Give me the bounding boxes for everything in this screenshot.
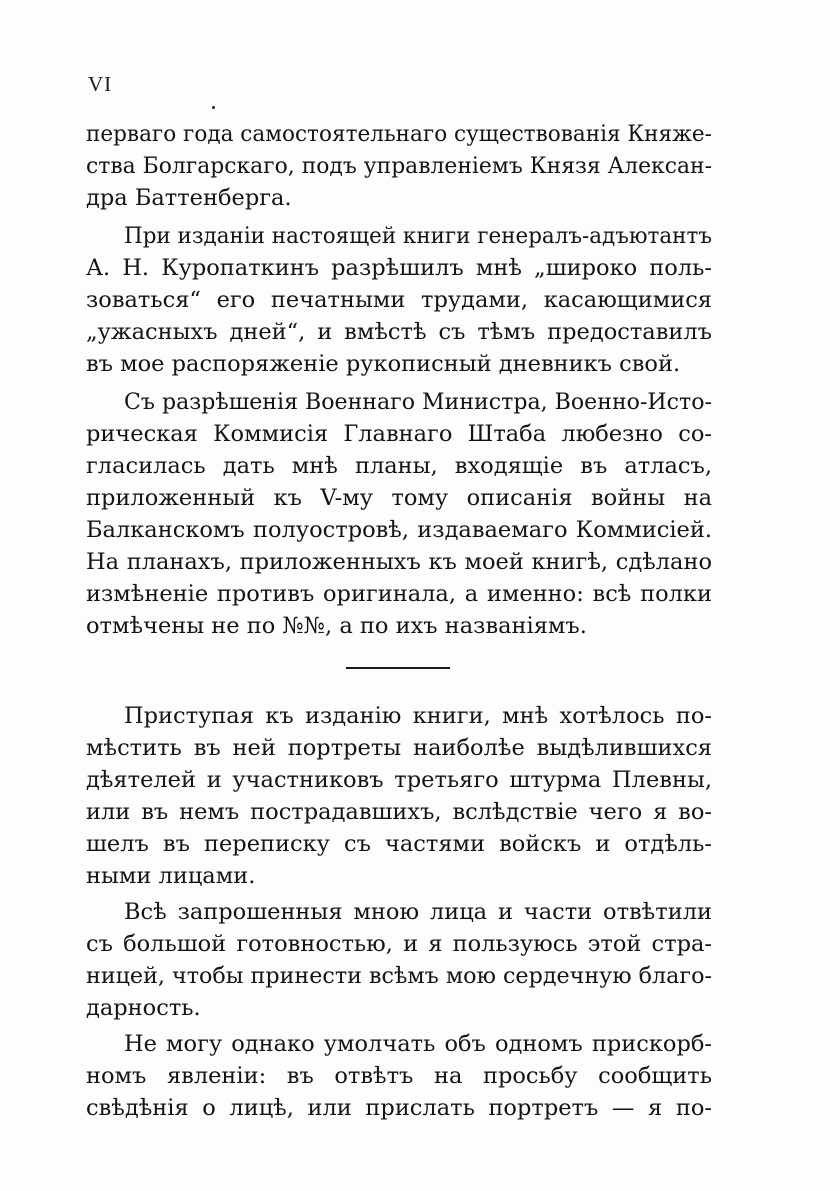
text-line: отмѣчены не по №№, а по ихъ названіямъ.	[86, 613, 587, 639]
text-line: Съ разрѣшенія Военнаго Министра, Военно-Исто-	[124, 389, 712, 415]
text-line: дарность.	[86, 995, 201, 1021]
text-line: На планахъ, приложенныхъ къ моей книгѣ, сдѣлано	[86, 549, 712, 575]
text-line: А. Н. Куропаткинъ разрѣшилъ мнѣ „широко поль-	[86, 255, 712, 281]
page-number: VI	[88, 72, 113, 96]
text-line: въ мое распоряженіе рукописный дневникъ свой.	[86, 351, 681, 377]
text-line: перваго года самостоятельнаго существованія Княже-	[86, 121, 712, 147]
text-line: приложенный къ V-му тому описанія войны на	[86, 485, 712, 511]
text-line: Балканскомъ полуостровѣ, издаваемаго Коммисіей.	[86, 517, 712, 543]
text-line: съ большой готовностью, и я пользуюсь этой стра-	[86, 931, 712, 957]
text-line: шелъ въ переписку съ частями войскъ и отдѣль-	[86, 831, 712, 857]
text-line: Всѣ запрошенныя мною лица и части отвѣтили	[124, 899, 712, 925]
print-speck	[212, 106, 215, 109]
text-line: ницей, чтобы принести всѣмъ мою сердечную благо-	[86, 963, 712, 989]
text-line: мѣстить въ ней портреты наиболѣе выдѣлившихся	[86, 735, 712, 761]
section-divider	[346, 667, 450, 669]
text-line: При изданіи настоящей книги генералъ-адъютантъ	[124, 223, 713, 249]
text-line: зоваться“ его печатными трудами, касающимися	[86, 287, 712, 313]
text-line: измѣненіе противъ оригинала, а именно: всѣ полки	[86, 581, 712, 607]
text-line: Не могу однако умолчать объ одномъ прискорб-	[124, 1031, 712, 1057]
text-line: или въ немъ пострадавшихъ, вслѣдствіе чего я во-	[86, 799, 712, 825]
text-line: свѣдѣнія о лицѣ, или прислать портретъ — я по-	[86, 1095, 712, 1121]
text-line: номъ явленіи: въ отвѣтъ на просьбу сообщить	[86, 1063, 712, 1089]
text-line: дра Баттенберга.	[86, 185, 292, 211]
text-line: ства Болгарскаго, подъ управленіемъ Князя Алексан-	[86, 153, 712, 179]
text-line: Приступая къ изданію книги, мнѣ хотѣлось по-	[124, 703, 712, 729]
text-line: ными лицами.	[86, 863, 256, 889]
text-line: рическая Коммисія Главнаго Штаба любезно со-	[86, 421, 712, 447]
text-line: „ужасныхъ дней“, и вмѣстѣ съ тѣмъ предоставилъ	[86, 319, 712, 345]
text-line: гласилась дать мнѣ планы, входящіе въ атласъ,	[86, 453, 712, 479]
text-line: дѣятелей и участниковъ третьяго штурма Плевны,	[86, 767, 712, 793]
